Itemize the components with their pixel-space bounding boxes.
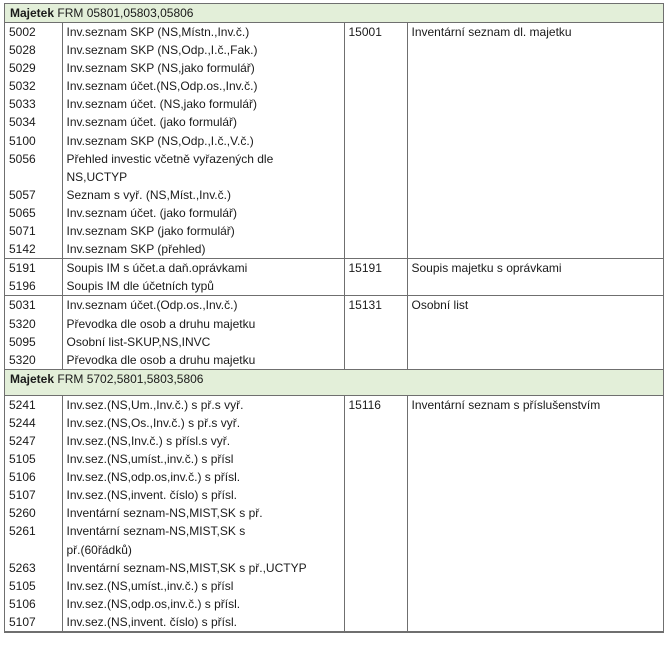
report-code: 5056 <box>9 151 36 166</box>
report-code: 5191 <box>9 261 36 276</box>
report-code: 5247 <box>9 433 36 448</box>
section-title-bold: Majetek <box>10 6 55 20</box>
report-code: 5263 <box>9 560 36 575</box>
report-code: 5107 <box>9 614 36 629</box>
report-name: Inv.sez.(NS,Um.,Inv.č.) s př.s vyř. <box>66 397 244 412</box>
report-code: 5029 <box>9 61 36 76</box>
header-spacer <box>10 388 658 395</box>
report-code: 5071 <box>9 224 36 239</box>
report-name: Inv.sez.(NS,Os.,Inv.č.) s př.s vyř. <box>66 415 241 430</box>
report-name: Převodka dle osob a druhu majetku <box>66 352 256 367</box>
report-code: 5244 <box>9 415 36 430</box>
report-code: 5320 <box>9 316 36 331</box>
section-header <box>5 369 663 395</box>
section-title <box>5 4 663 23</box>
report-name: př.(60řádků) <box>66 542 132 557</box>
report-names-cell <box>62 395 344 631</box>
report-code: 5065 <box>9 205 36 220</box>
report-name: Inv.seznam SKP (NS,Odp.,I.č.,V.č.) <box>66 133 254 148</box>
report-name: Inventární seznam-NS,MIST,SK s př. <box>66 506 263 521</box>
section-title-rest: FRM 5702,5801,5803,5806 <box>54 371 204 386</box>
report-names-cell <box>62 259 344 296</box>
table-row <box>5 259 663 296</box>
report-code: 5031 <box>9 298 36 313</box>
report-codes-cell <box>5 259 62 296</box>
report-name: Seznam s vyř. (NS,Míst.,Inv.č.) <box>66 187 231 202</box>
report-code: 5095 <box>9 334 36 349</box>
report-name: Inv.sez.(NS,umíst.,inv.č.) s přísl <box>66 452 234 467</box>
report-code <box>9 168 58 186</box>
report-name: Inv.seznam účet. (jako formulář) <box>66 205 238 220</box>
target-report-code: 15001 <box>344 23 407 259</box>
report-code: 5032 <box>9 79 36 94</box>
report-code: 5106 <box>9 596 36 611</box>
report-codes-cell <box>5 395 62 631</box>
report-code: 5106 <box>9 470 36 485</box>
report-name: Inv.seznam SKP (NS,Odp.,I.č.,Fak.) <box>66 43 258 58</box>
report-name: Inv.sez.(NS,invent. číslo) s přísl. <box>66 614 237 629</box>
report-code: 5100 <box>9 133 36 148</box>
report-name: Inv.seznam účet. (NS,jako formulář) <box>66 97 258 112</box>
report-name: Převodka dle osob a druhu majetku <box>66 316 256 331</box>
report-name: Přehled investic včetně vyřazených dle <box>66 151 274 166</box>
report-name: Inv.sez.(NS,invent. číslo) s přísl. <box>66 488 237 503</box>
target-report-name: Inventární seznam s příslušenstvím <box>407 395 663 631</box>
report-code: 5107 <box>9 488 36 503</box>
report-codes-cell <box>5 296 62 369</box>
table-row <box>5 296 663 369</box>
report-name: Osobní list-SKUP,NS,INVC <box>66 334 211 349</box>
section-header <box>5 4 663 23</box>
report-name: Inv.sez.(NS,Inv.č.) s přísl.s vyř. <box>66 433 231 448</box>
table-row <box>5 395 663 631</box>
report-name: Soupis IM dle účetních typů <box>66 279 214 294</box>
report-mapping-table <box>5 4 663 632</box>
report-name: Soupis IM s účet.a daň.oprávkami <box>66 261 248 276</box>
report-code: 5033 <box>9 97 36 112</box>
report-code: 5034 <box>9 115 36 130</box>
report-code <box>9 541 58 559</box>
table-row <box>5 23 663 259</box>
report-name: Inv.sez.(NS,odp.os,inv.č.) s přísl. <box>66 470 241 485</box>
report-name: Inv.seznam účet.(Odp.os.,Inv.č.) <box>66 298 238 313</box>
report-code: 5105 <box>9 452 36 467</box>
report-code: 5261 <box>9 524 36 539</box>
target-report-name: Osobní list <box>407 296 663 369</box>
report-code: 5196 <box>9 279 36 294</box>
report-name: Inv.sez.(NS,odp.os,inv.č.) s přísl. <box>66 596 241 611</box>
report-name: Inventární seznam-NS,MIST,SK s př.,UCTYP <box>66 560 307 575</box>
target-report-name: Soupis majetku s oprávkami <box>407 259 663 296</box>
section-title-bold: Majetek <box>10 371 55 386</box>
report-names-cell <box>62 23 344 259</box>
section-title-rest: FRM 05801,05803,05806 <box>54 6 194 20</box>
target-report-code: 15116 <box>344 395 407 631</box>
report-name: Inv.seznam účet.(NS,Odp.os.,Inv.č.) <box>66 79 258 94</box>
report-name: Inv.seznam SKP (NS,jako formulář) <box>66 61 255 76</box>
report-name: Inv.seznam SKP (NS,Místn.,Inv.č.) <box>66 25 250 39</box>
report-code: 5057 <box>9 187 36 202</box>
report-code: 5028 <box>9 43 36 58</box>
section-title <box>5 369 663 395</box>
report-name: Inventární seznam-NS,MIST,SK s <box>66 524 246 539</box>
report-mapping-document <box>4 3 664 633</box>
report-code: 5105 <box>9 578 36 593</box>
report-code: 5142 <box>9 242 36 257</box>
report-name: Inv.sez.(NS,umíst.,inv.č.) s přísl <box>66 578 234 593</box>
report-code: 5320 <box>9 352 36 367</box>
report-names-cell <box>62 296 344 369</box>
report-name: Inv.seznam SKP (jako formulář) <box>66 224 235 239</box>
report-code: 5002 <box>9 25 36 39</box>
report-code: 5241 <box>9 397 36 412</box>
target-report-name: Inventární seznam dl. majetku <box>407 23 663 259</box>
target-report-code: 15131 <box>344 296 407 369</box>
report-code: 5260 <box>9 506 36 521</box>
report-name: NS,UCTYP <box>66 169 128 184</box>
report-codes-cell <box>5 23 62 259</box>
report-name: Inv.seznam SKP (přehled) <box>66 242 206 257</box>
report-name: Inv.seznam účet. (jako formulář) <box>66 115 238 130</box>
target-report-code: 15191 <box>344 259 407 296</box>
